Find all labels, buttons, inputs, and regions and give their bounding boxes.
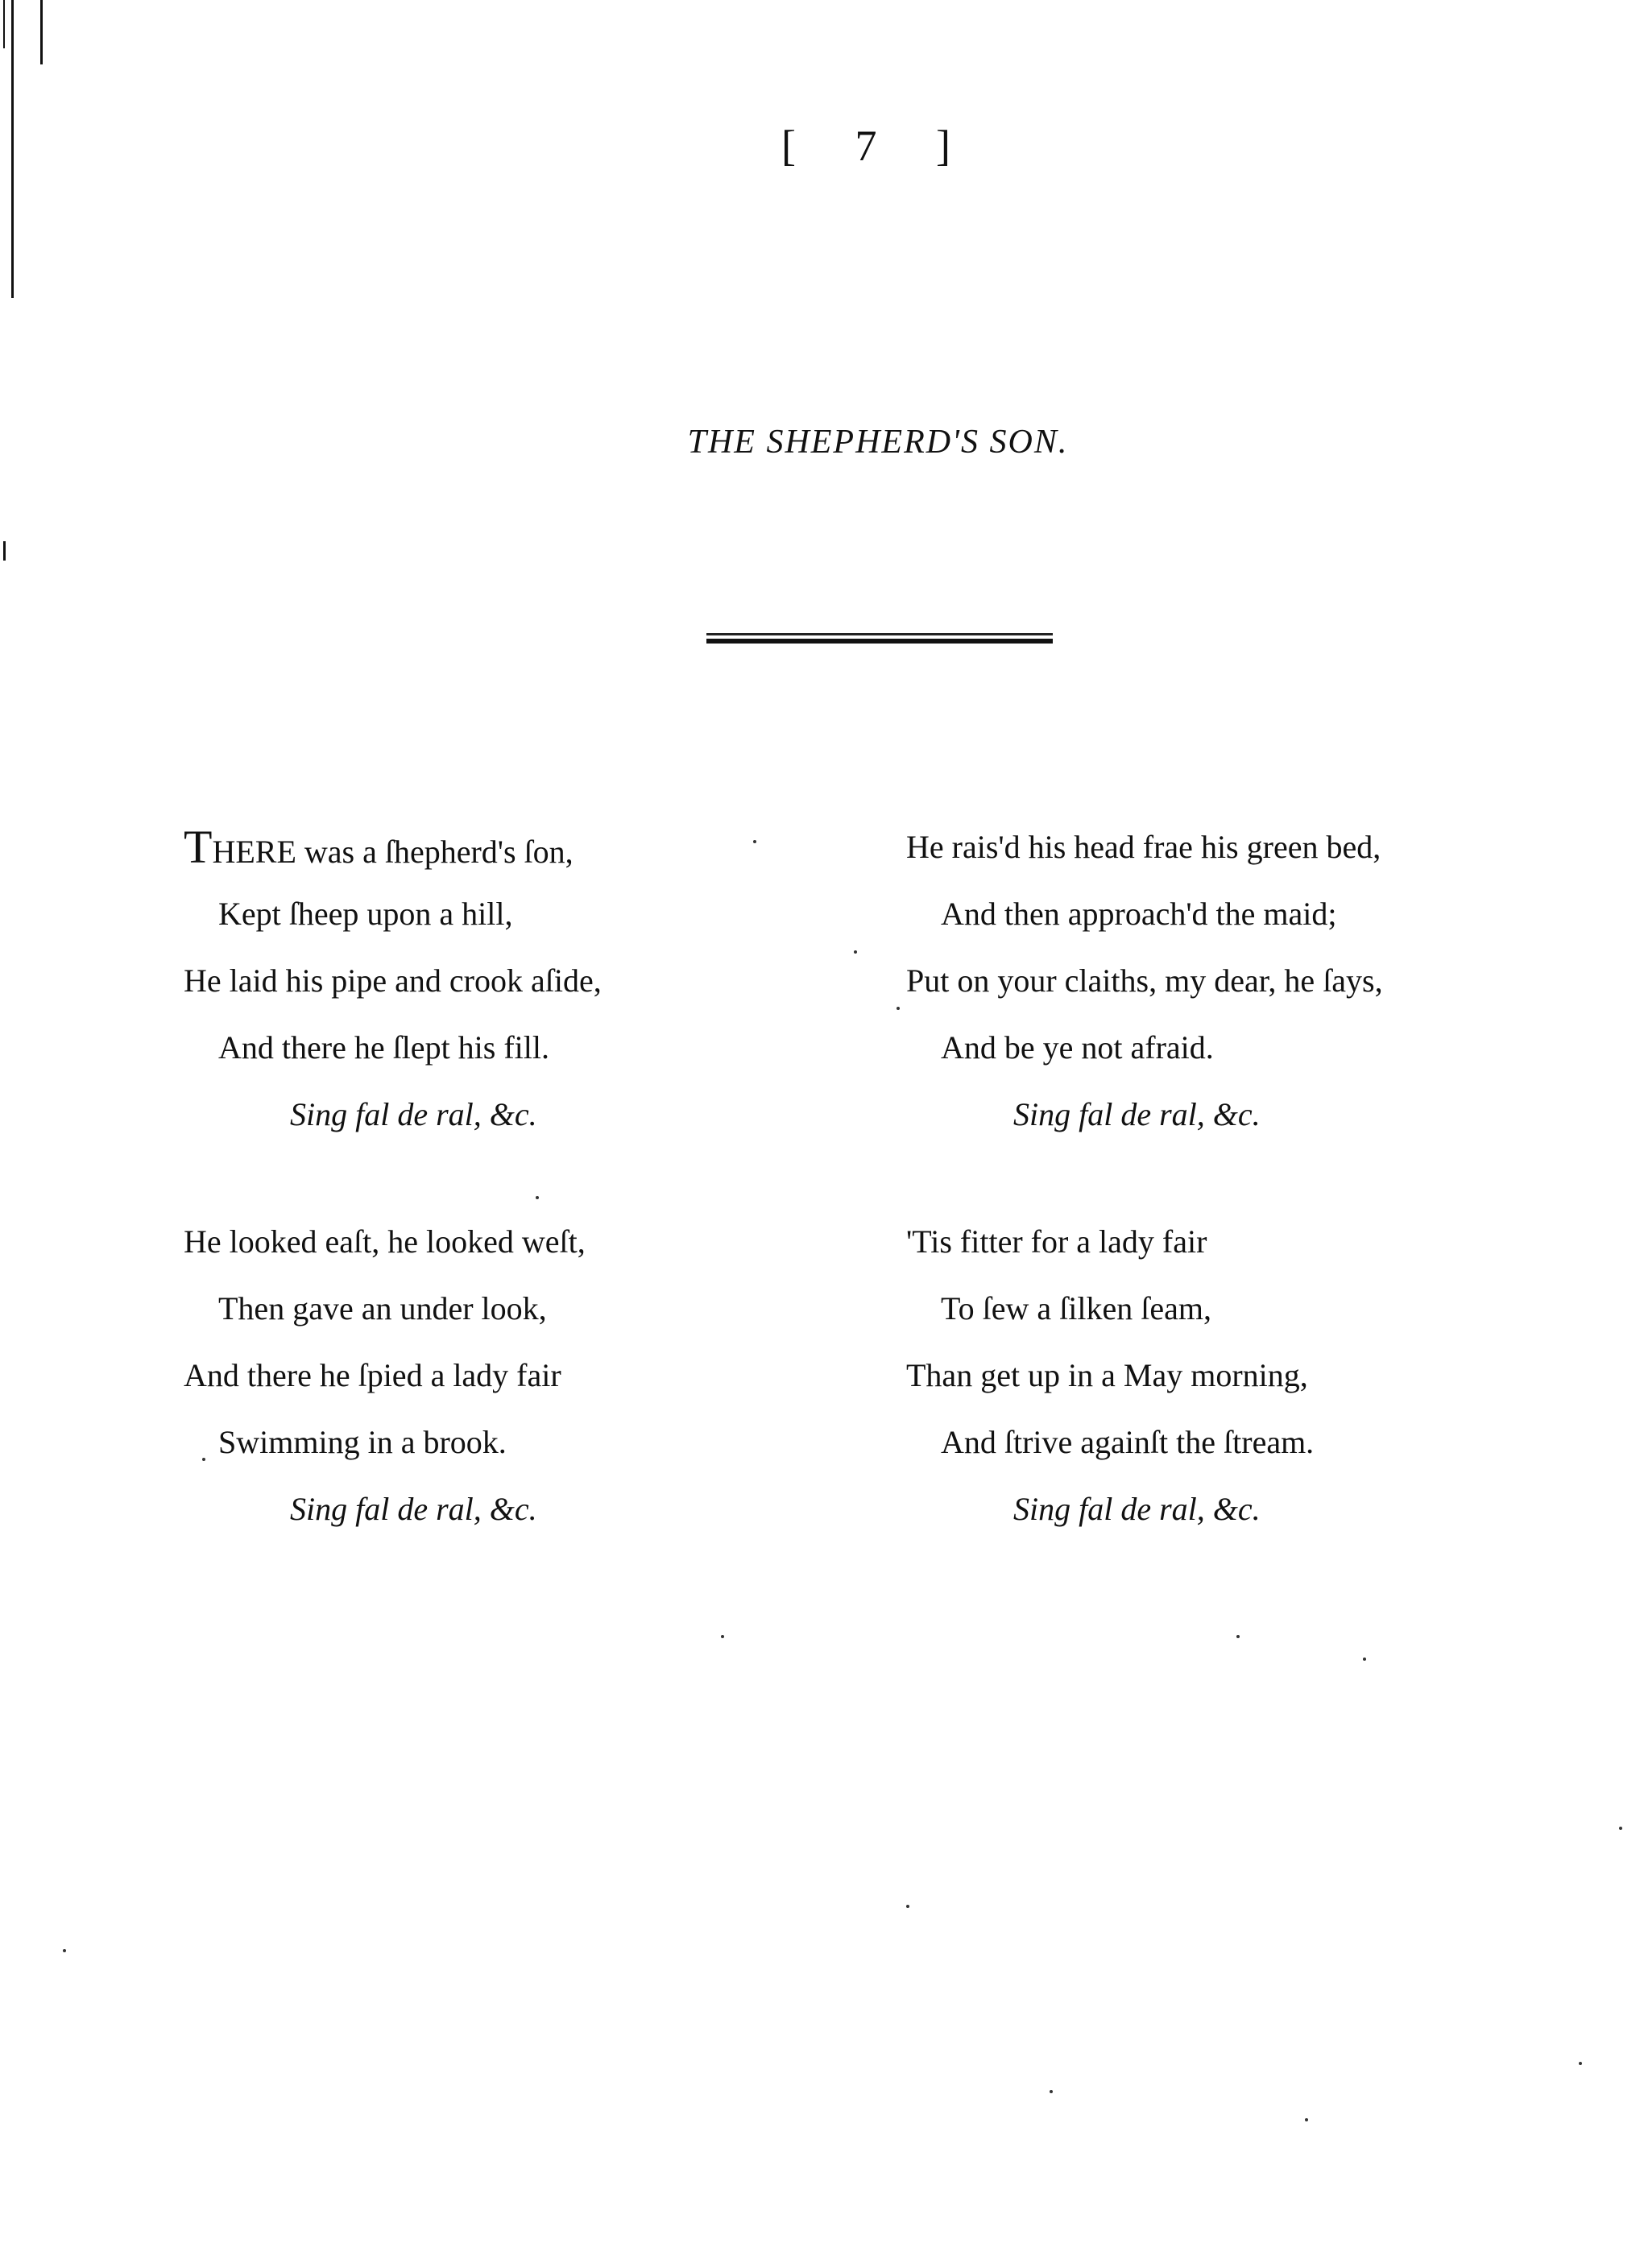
page-number: [ 7 ] xyxy=(781,122,975,170)
verse-line: To ſew a ſilken ſeam, xyxy=(941,1290,1211,1326)
scan-speck xyxy=(854,950,857,954)
stanza-1 xyxy=(184,813,828,1148)
verse-line: And there he ſpied a lady fair xyxy=(184,1357,561,1393)
scan-speck xyxy=(1050,2090,1053,2093)
stanza-4 xyxy=(906,1208,1551,1542)
drop-cap: T xyxy=(184,821,213,873)
scan-speck xyxy=(1579,2062,1582,2065)
chorus-line: Sing fal de ral, &c. xyxy=(1013,1096,1261,1132)
scan-speck xyxy=(753,840,756,843)
scan-speck xyxy=(897,1007,900,1010)
scan-speck xyxy=(721,1635,724,1638)
scan-speck xyxy=(906,1905,909,1908)
scan-speck xyxy=(536,1196,539,1199)
chorus-line: Sing fal de ral, &c. xyxy=(1013,1491,1261,1527)
margin-line-mark xyxy=(3,541,6,561)
margin-line-mark xyxy=(40,0,43,64)
chorus-line: Sing fal de ral, &c. xyxy=(290,1491,537,1527)
scan-speck xyxy=(1363,1658,1366,1661)
verse-line: And there he ſlept his fill. xyxy=(218,1029,550,1066)
verse-line: 'Tis fitter for a lady fair xyxy=(906,1223,1207,1260)
stanza-2 xyxy=(184,1208,828,1542)
verse-line-text: HERE was a ſhepherd's ſon, xyxy=(212,834,574,870)
scan-speck xyxy=(1619,1827,1622,1830)
margin-line-mark xyxy=(3,0,5,48)
verse-line: And then approach'd the maid; xyxy=(941,896,1337,932)
verse-line: He laid his pipe and crook aſide, xyxy=(184,962,602,999)
verse-line xyxy=(184,813,828,880)
verse-line: And be ye not afraid. xyxy=(941,1029,1214,1066)
verse-line: Put on your claiths, my dear, he ſays, xyxy=(906,962,1383,999)
song-title: THE SHEPHERD'S SON. xyxy=(687,424,1069,461)
verse-line: He rais'd his head frae his green bed, xyxy=(906,829,1381,865)
verse-line: And ſtrive againſt the ſtream. xyxy=(941,1424,1315,1460)
scan-speck xyxy=(1236,1635,1240,1638)
verse-line: Then gave an under look, xyxy=(218,1290,547,1326)
rule-thick-line xyxy=(706,639,1053,644)
scan-speck xyxy=(202,1458,205,1461)
stanza-3 xyxy=(906,813,1551,1148)
verse-line: Kept ſheep upon a hill, xyxy=(218,896,513,932)
scan-speck xyxy=(63,1949,66,1952)
verse-line: Swimming in a brook. xyxy=(218,1424,507,1460)
chorus-line: Sing fal de ral, &c. xyxy=(290,1096,537,1132)
verse-line: Than get up in a May morning, xyxy=(906,1357,1308,1393)
scan-speck xyxy=(1305,2118,1308,2121)
title-rule xyxy=(706,633,1053,644)
verse-line: He looked eaſt, he looked weſt, xyxy=(184,1223,586,1260)
